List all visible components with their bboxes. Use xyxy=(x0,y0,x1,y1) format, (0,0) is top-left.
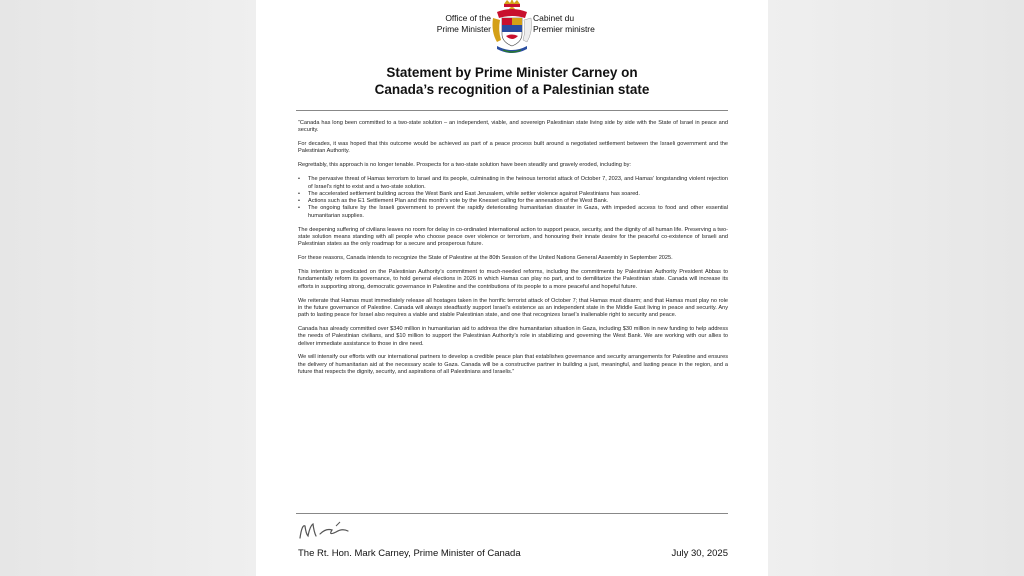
list-item: • The ongoing failure by the Israeli government to prevent the rapidly deteriorating humanitarian disaster in Gaza, with impeded access to food and other essential humanitarian supplies. xyxy=(308,205,728,220)
office-fr-line2: Premier ministre xyxy=(533,24,595,34)
list-item: • The accelerated settlement building across the West Bank and East Jerusalem, while settler violence against Palestinians has soared. xyxy=(308,191,728,198)
signatory-name: The Rt. Hon. Mark Carney, Prime Minister of Canada xyxy=(298,548,521,559)
office-en-line2: Prime Minister xyxy=(436,24,491,34)
right-background-panel xyxy=(768,0,1024,576)
office-en-line1: Office of the xyxy=(445,13,491,23)
paragraph: For decades, it was hoped that this outcome would be achieved as part of a peace process built around a negotiated settlement between the Israeli government and the Palestinian Authority. xyxy=(298,141,728,155)
list-item: • The pervasive threat of Hamas terrorism to Israel and its people, culminating in the heinous terrorist attack of October 7, 2023, and Hamas’ longstanding violent rejection of Israel’s right to exist and a two-state solution. xyxy=(308,176,728,191)
paragraph: We reiterate that Hamas must immediately release all hostages taken in the horrific terrorist attack of October 7; that Hamas must disarm; and that Hamas must play no role in the future governance of Palestine. Canada will always steadfastly support Israel’s existence as an independent state in the Middle East living in peace and security. Any path to lasting peace for Israel also requires a viable and stable Palestinian state, and one that recognizes Israel’s inalienable right to security and peace. xyxy=(298,297,728,319)
statement-body xyxy=(298,120,728,383)
title-divider xyxy=(296,110,728,111)
office-fr-line1: Cabinet du xyxy=(533,13,575,23)
paragraph: Regrettably, this approach is no longer tenable. Prospects for a two-state solution have been steadily and gravely eroded, including by: xyxy=(298,162,631,169)
title-line1: Statement by Prime Minister Carney on xyxy=(386,65,638,80)
coat-of-arms-icon xyxy=(489,0,535,58)
office-name-english xyxy=(437,13,491,35)
paragraph: Canada has already committed over $340 million in humanitarian aid to address the dire humanitarian situation in Gaza, including $30 million in new funding to help address the needs of Palestinian civilians, and $10 million to support the Palestinian Authority’s role in stabilizing and governing the West Bank. We are working with our allies to deliver immediate assistance to those in dire need. xyxy=(298,325,728,347)
statement-title xyxy=(256,64,768,98)
erosion-factors-list xyxy=(298,176,728,220)
signature-divider xyxy=(296,513,728,514)
paragraph: “Canada has long been committed to a two-state solution – an independent, viable, and sovereign Palestinian state living side by side with the State of Israel in peace and security. xyxy=(298,120,728,134)
paragraph: The deepening suffering of civilians leaves no room for delay in co-ordinated international action to support peace, security, and the dignity of all human life. Preserving a two-state solution means standing with all people who choose peace over violence or terrorism, and honouring their innate desire for the peaceful co-existence of Israeli and Palestinian states as the only roadmap for a secure and prosperous future. xyxy=(298,226,728,248)
letterhead xyxy=(256,0,768,60)
left-background-panel xyxy=(0,0,256,576)
paragraph: This intention is predicated on the Palestinian Authority’s commitment to much-needed reforms, including the commitments by Palestinian Authority President Abbas to fundamentally reform its governance, to hold general elections in 2026 in which Hamas can play no part, and to demilitarize the Palestinian state. Canada will increase its efforts in supporting strong, democratic governance in Palestine and the contributions of its people to a more peaceful and hopeful future. xyxy=(298,269,728,290)
statement-document xyxy=(256,0,768,576)
paragraph: We will intensify our efforts with our international partners to develop a credible peace plan that establishes governance and security arrangements for Palestine and ensures the delivery of humanitarian aid at the necessary scale to Gaza. Canada will be a constructive partner in building a just, meaningful, and lasting peace in the region, and a future that respects the dignity, security, and aspirations of all Palestinians and Israelis.” xyxy=(298,354,728,376)
office-name-french xyxy=(533,13,595,35)
list-item: • Actions such as the E1 Settlement Plan and this month’s vote by the Knesset calling for the annexation of the West Bank. xyxy=(308,198,728,205)
title-line2: Canada’s recognition of a Palestinian state xyxy=(374,82,650,97)
handwritten-signature-icon xyxy=(296,518,366,542)
paragraph: For these reasons, Canada intends to recognize the State of Palestine at the 80th Session of the United Nations General Assembly in September 2025. xyxy=(298,255,673,262)
statement-date: July 30, 2025 xyxy=(671,548,728,559)
